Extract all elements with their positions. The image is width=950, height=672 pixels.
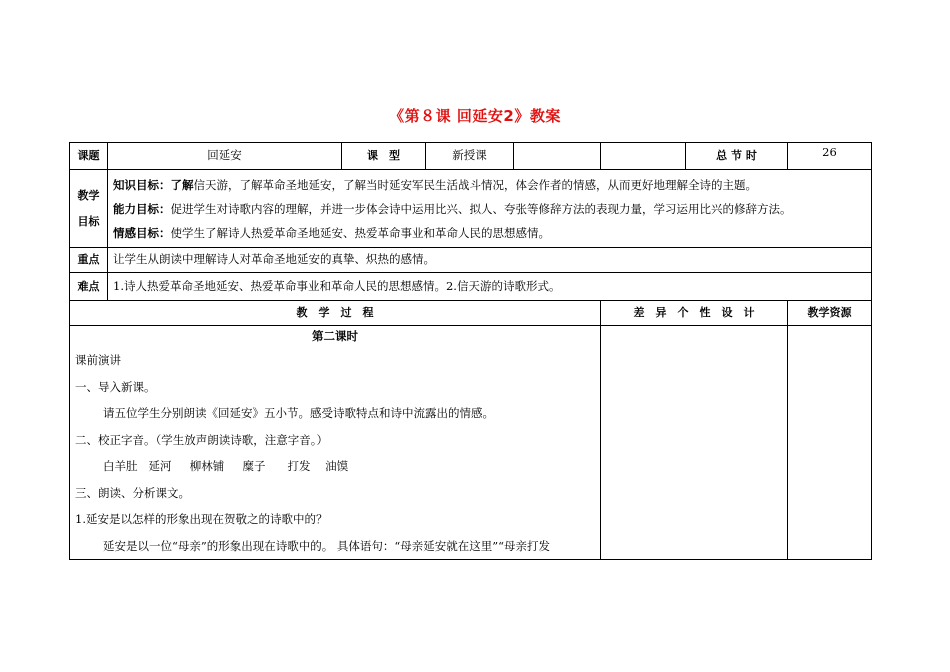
word-list [75,453,595,480]
goals-content [108,170,872,248]
process-line: 1.延安是以怎样的形象出现在贺敬之的诗歌中的？ [75,512,328,526]
goals-label [70,170,108,248]
resources-content [788,326,872,560]
empty-cell [514,143,601,170]
word: 打发 [287,459,311,473]
design-content [601,326,788,560]
word: 柳林铺 [189,459,225,473]
process-line: 一、导入新课。 [75,379,156,394]
process-line: 二、校正字音。（学生放声朗读诗歌，注意字音。） [75,432,328,447]
kexing-value: 新授课 [426,143,514,170]
lesson-plan-table [69,142,872,560]
keti-label: 课题 [70,143,108,170]
zongjieshi-label: 总 节 时 [686,143,788,170]
goal-knowledge: 知识目标：了解信天游，了解革命圣地延安，了解当时延安军民生活战斗情况，体会作者的情感，从而更好地理解全诗的主题。 [113,177,757,192]
goal-emotion: 情感目标：使学生了解诗人热爱革命圣地延安、热爱革命事业和革命人民的思想感情。 [113,225,550,240]
word: 糜子 [242,459,266,473]
design-header: 差 异 个 性 设 计 [601,301,788,326]
zhongdian-label: 重点 [70,248,108,273]
word: 延河 [148,459,172,473]
empty-cell [601,143,686,170]
process-content [70,326,601,560]
nandian-text: 1.诗人热爱革命圣地延安、热爱革命事业和革命人民的思想感情。2.信天游的诗歌形式。 [108,273,872,301]
process-line: 请五位学生分别朗读《回延安》五小节。感受诗歌特点和诗中流露出的情感。 [103,406,494,420]
word: 油馍 [325,459,349,473]
goals-label-line1: 教学 [77,188,100,202]
zhongdian-text: 让学生从朗读中理解诗人对革命圣地延安的真挚、炽热的感情。 [108,248,872,273]
session-title: 第二课时 [312,329,358,343]
zongjieshi-value: 26 [788,143,872,170]
goal-ability: 能力目标：促进学生对诗歌内容的理解，并进一步体会诗中运用比兴、拟人、夸张等修辞方法的表现力量，学习运用比兴的修辞方法。 [113,201,792,216]
keti-value: 回延安 [108,143,342,170]
process-line: 延安是以一位“母亲”的形象出现在诗歌中的。 具体语句：“母亲延安就在这里”“母亲打发 [103,538,551,553]
nandian-label: 难点 [70,273,108,301]
process-header: 教 学 过 程 [70,301,601,326]
document-title: 《第８课 回延安2》教案 [389,107,561,125]
goals-label-line2: 目标 [77,214,100,228]
process-line: 课前演讲 [75,353,121,367]
kexing-label: 课 型 [342,143,426,170]
process-line: 三、朗读、分析课文。 [75,485,190,500]
resources-header: 教学资源 [788,301,872,326]
word: 白羊肚 [103,459,138,473]
